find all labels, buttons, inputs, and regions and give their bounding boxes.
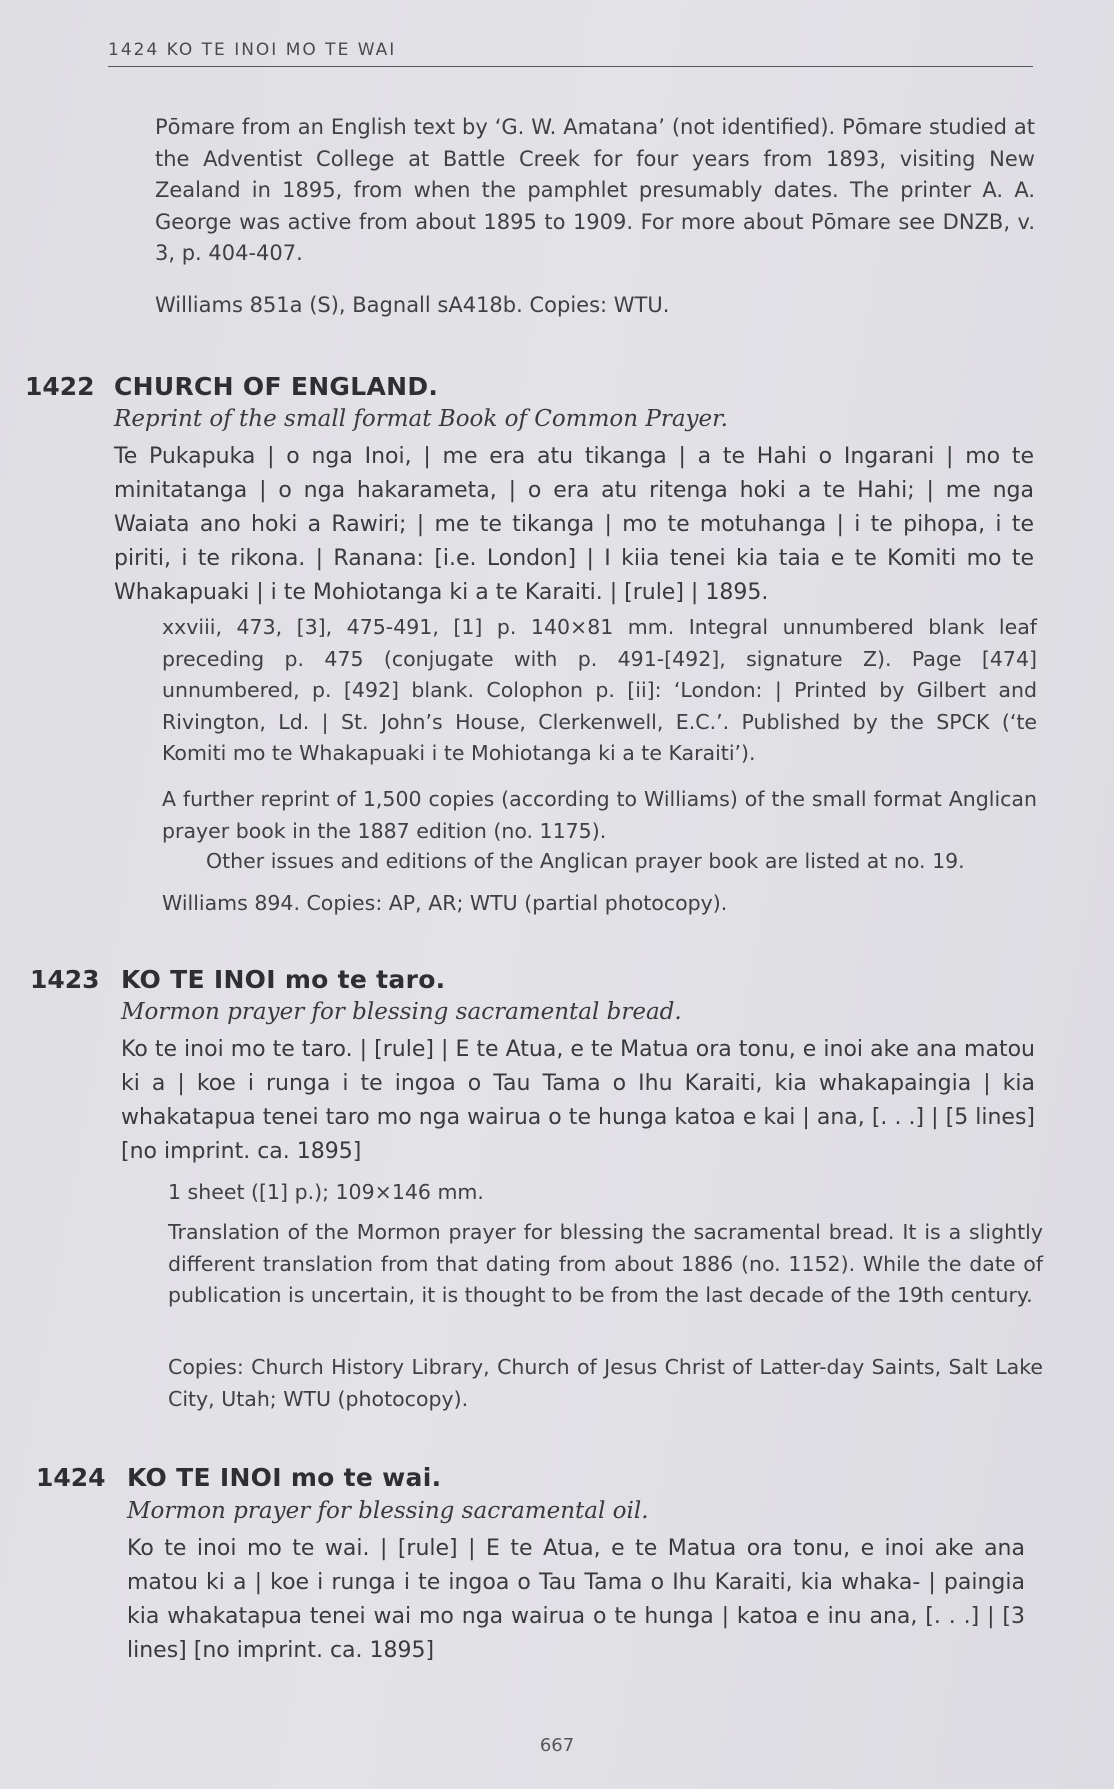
entry-references: Williams 894. Copies: AP, AR; WTU (partial photocopy).: [162, 891, 728, 915]
entry-title: CHURCH OF ENGLAND.: [114, 372, 439, 401]
entry-transcription: Ko te inoi mo te taro. | [rule] | E te Atua, e te Matua ora tonu, e inoi ake ana matou ki a | koe i runga i te ingoa o Tau Tama o Ihu Karaiti, kia whakapaingia | kia whakatapua tenei taro mo nga wairua o te hunga katoa e kai | ana, [. . .] | [5 lines] [no imprint. ca. 1895]: [121, 1037, 1035, 1164]
entry-collation: xxviii, 473, [3], 475-491, [1] p. 140×81 mm. Integral unnumbered blank leaf preceding p. 475 (conjugate with p. 491-[492], signature Z). Page [474] unnumbered, p. [492] blank. Colophon p. [ii]: ‘London: | Printed by Gilbert and Rivington, Ld. | St. John’s House, Clerkenwell, E.C.’. Published by the SPCK (‘te Komiti mo te Whakapuaki i te Mohiotanga ki a te Karaiti’).: [162, 615, 1037, 765]
entry-note: Other issues and editions of the Anglican prayer book are listed at no. 19.: [206, 849, 965, 873]
intro-references: Williams 851a (S), Bagnall sA418b. Copies: WTU.: [155, 293, 670, 317]
entry-collation: 1 sheet ([1] p.); 109×146 mm.: [168, 1180, 484, 1204]
running-head: 1424 KO TE INOI MO TE WAI: [108, 40, 1033, 67]
entry-transcription: Te Pukapuka | o nga Inoi, | me era atu tikanga | a te Hahi o Ingarani | mo te minitatanga | o nga hakarameta, | o era atu ritenga hoki a te Hahi; | me nga Waiata ano hoki a Rawiri; | me te tikanga | mo te motuhanga | i te pihopa, i te piriti, i te rikona. | Ranana: [i.e. London] | I kiia tenei kia taia e te Komiti mo te Whakapuaki | i te Mohiotanga ki a te Karaiti. | [rule] | 1895.: [114, 444, 1034, 605]
entry-references: Copies: Church History Library, Church of Jesus Christ of Latter-day Saints, Salt Lake City, Utah; WTU (photocopy).: [168, 1355, 1043, 1411]
entry-note: Translation of the Mormon prayer for blessing the sacramental bread. It is a slightly different translation from that dating from about 1886 (no. 1152). While the date of publication is uncertain, it is thought to be from the last decade of the 19th century.: [168, 1220, 1043, 1307]
entry-number: 1424: [36, 1463, 106, 1492]
entry-note: A further reprint of 1,500 copies (according to Williams) of the small format Anglican prayer book in the 1887 edition (no. 1175).: [162, 787, 1037, 843]
entry-subtitle: Reprint of the small format Book of Common Prayer.: [114, 406, 728, 432]
entry-title: KO TE INOI mo te taro.: [121, 965, 446, 994]
intro-paragraph: Pōmare from an English text by ‘G. W. Amatana’ (not identified). Pōmare studied at the Adventist College at Battle Creek for four years from 1893, visiting New Zealand in 1895, from when the pamphlet presumably dates. The printer A. A. George was active from about 1895 to 1909. For more about Pōmare see DNZB, v. 3, p. 404-407.: [155, 115, 1035, 265]
entry-number: 1423: [30, 965, 100, 994]
entry-subtitle: Mormon prayer for blessing sacramental oil.: [127, 1498, 649, 1524]
page-number: 667: [539, 1735, 575, 1756]
entry-title: KO TE INOI mo te wai.: [127, 1463, 442, 1492]
entry-transcription: Ko te inoi mo te wai. | [rule] | E te Atua, e te Matua ora tonu, e inoi ake ana matou ki a | koe i runga i te ingoa o Tau Tama o Ihu Karaiti, kia whaka- | paingia kia whakatapua tenei wai mo nga wairua o te hunga | katoa e inu ana, [. . .] | [3 lines] [no imprint. ca. 1895]: [127, 1536, 1025, 1663]
entry-subtitle: Mormon prayer for blessing sacramental bread.: [121, 999, 682, 1025]
entry-number: 1422: [25, 372, 95, 401]
